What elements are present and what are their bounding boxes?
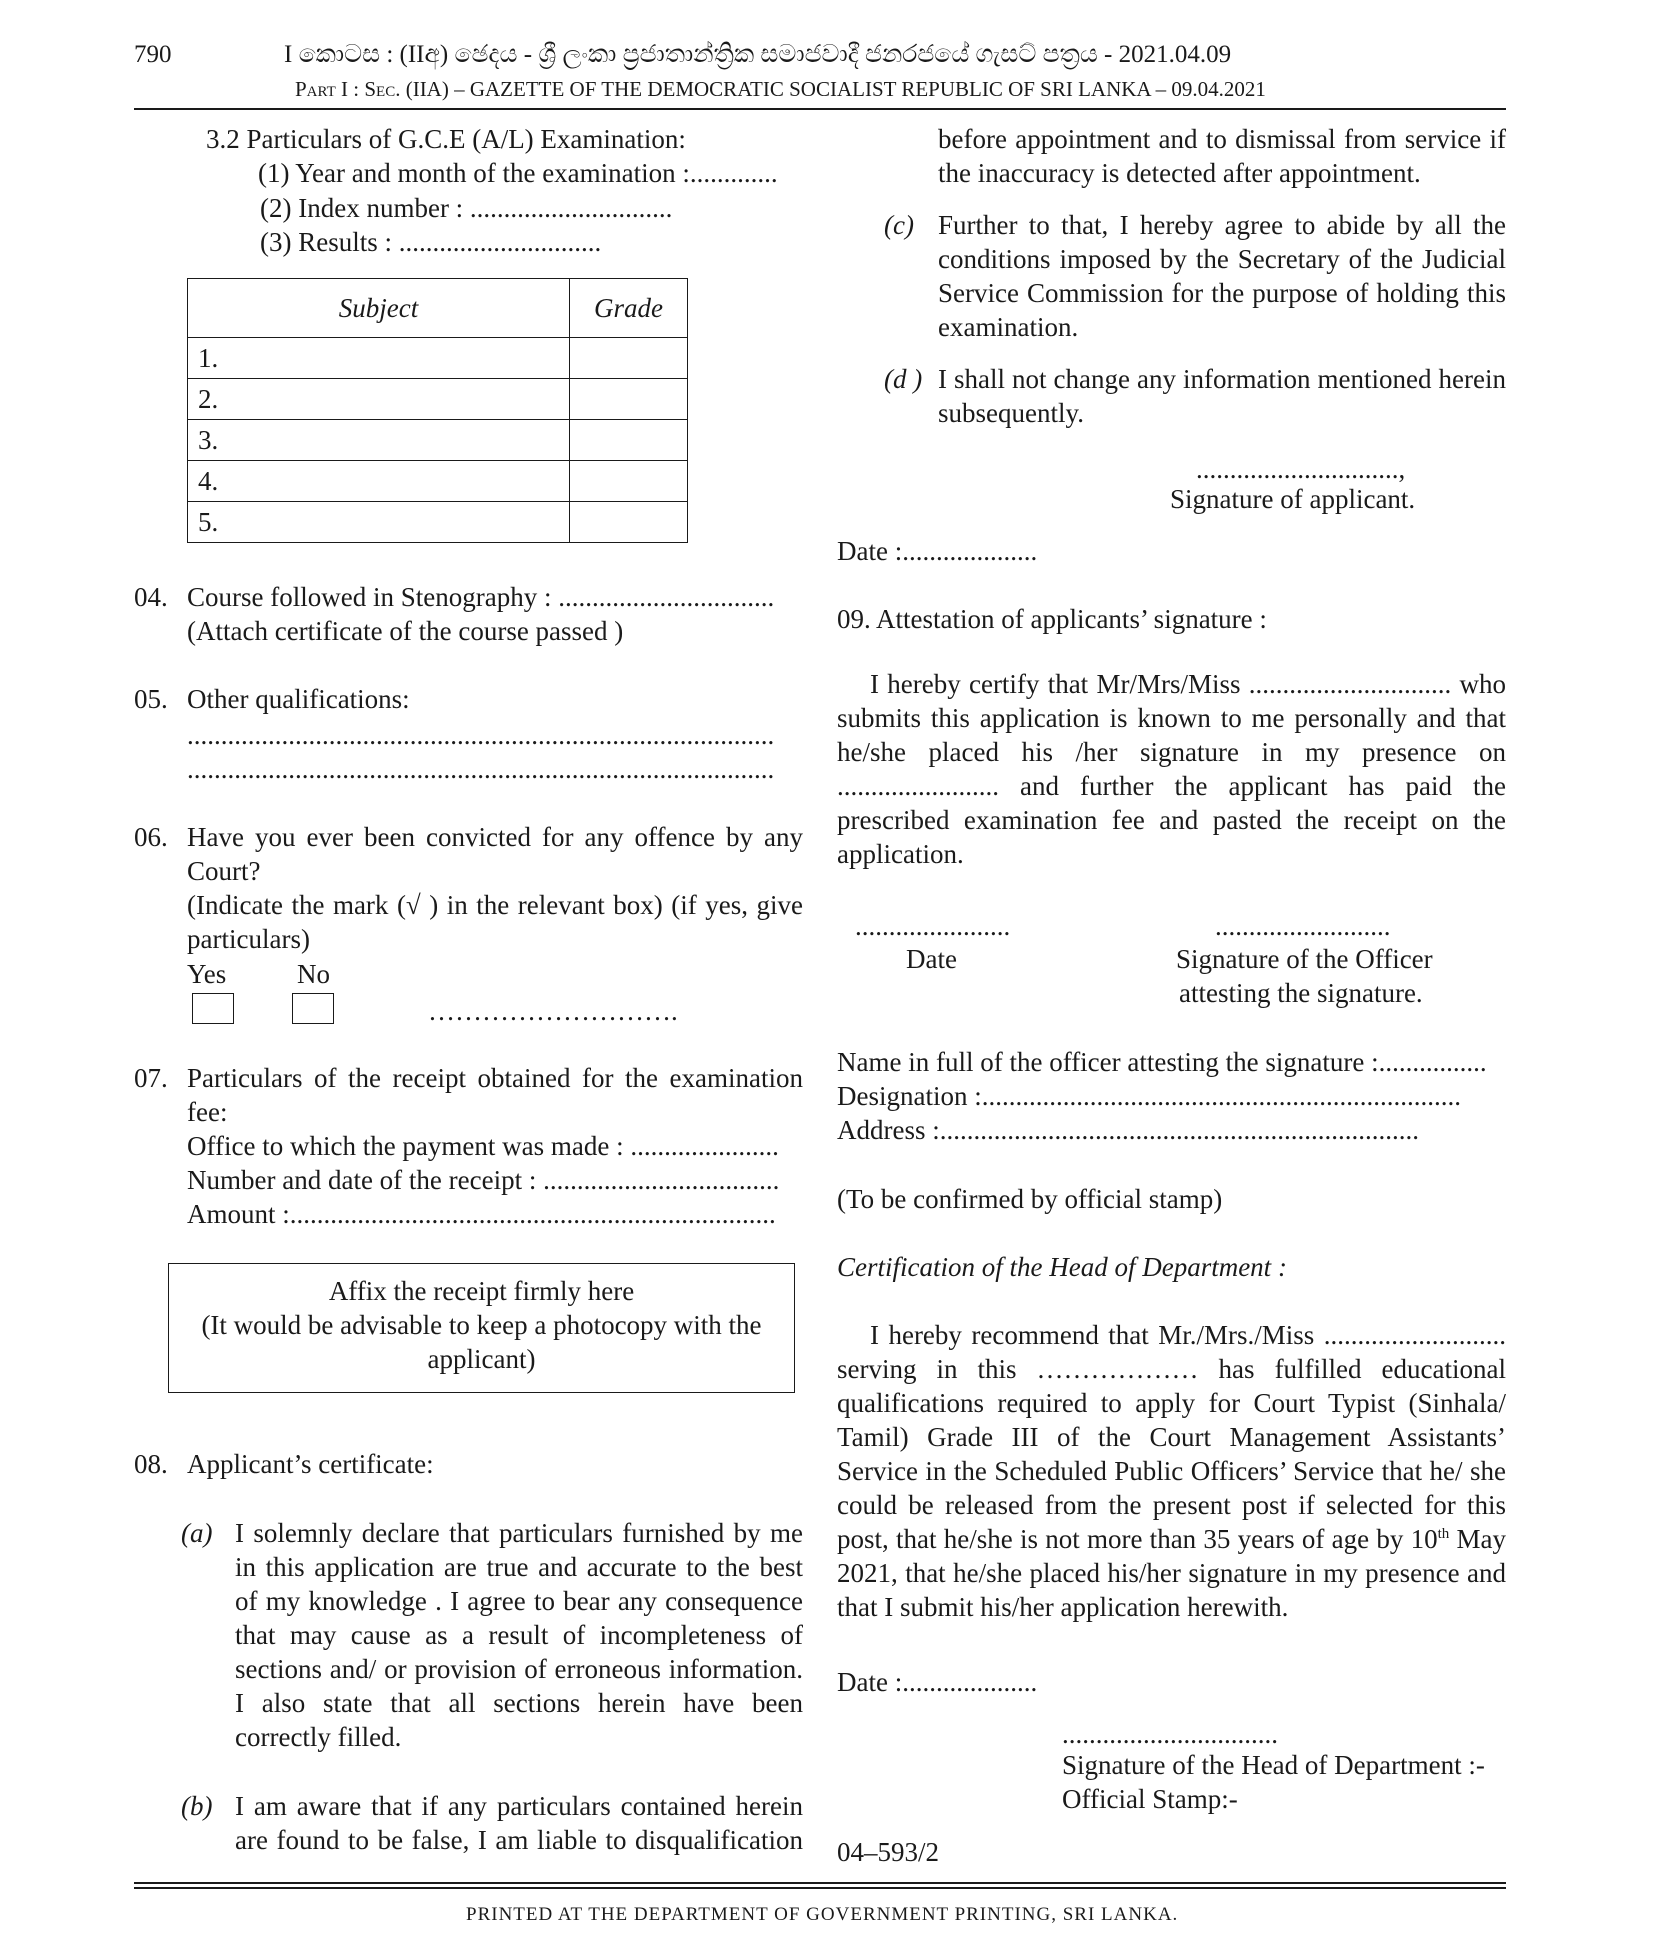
s05-title: Other qualifications: — [187, 684, 410, 714]
s06-number: 06. — [134, 822, 168, 852]
applicant-date: Date :.................... — [837, 536, 1038, 566]
officer-name-field: Name in full of the officer attesting the signature :................ — [837, 1047, 1487, 1077]
s32-item-3: (3) Results : .............................. — [260, 227, 602, 257]
s05-dots-1: ....................................................................................... — [187, 720, 775, 750]
header-rule — [134, 108, 1506, 110]
hod-date: Date :.................... — [837, 1667, 1038, 1697]
header-english: Part I : Sec. (IIA) – GAZETTE OF THE DEMOCRATIC SOCIALIST REPUBLIC OF SRI LANKA – 09.04.2021 — [295, 77, 1266, 101]
s04-line1: Course followed in Stenography : ................................ — [187, 582, 775, 612]
s07-office: Office to which the payment was made : ...................... — [187, 1131, 779, 1161]
officer-designation-field: Designation :....................................................................... — [837, 1081, 1461, 1111]
table-row: 4. — [188, 461, 688, 502]
s32-item-2: (2) Index number : .............................. — [260, 193, 673, 223]
attest-signature-label-1: Signature of the Officer — [1176, 944, 1433, 974]
s06-particulars-dots: ………………………. — [428, 996, 678, 1026]
clause-d-text: I shall not change any information mentioned herein subsequently. — [938, 364, 1506, 428]
footer-rule-bottom — [134, 1887, 1506, 1889]
s07-amount: Amount :........................................................................ — [187, 1199, 776, 1229]
table-row: 5. — [188, 502, 688, 543]
receipt-line2: (It would be advisable to keep a photocopy with the applicant) — [201, 1310, 762, 1374]
officer-address-field: Address :....................................................................... — [837, 1115, 1419, 1145]
grade-cell[interactable] — [570, 461, 688, 502]
s04-number: 04. — [134, 582, 168, 612]
printer-imprint: PRINTED AT THE DEPARTMENT OF GOVERNMENT PRINTING, SRI LANKA. — [466, 1904, 1179, 1925]
receipt-line1: Affix the receipt firmly here — [328, 1276, 635, 1306]
s07-text: Particulars of the receipt obtained for the examination fee: — [187, 1063, 803, 1127]
yes-checkbox[interactable] — [192, 993, 234, 1024]
attest-signature-dots: .......................... — [1215, 911, 1391, 941]
clause-c-label: (c) — [884, 210, 914, 240]
s04-line2: (Attach certificate of the course passed ) — [187, 616, 624, 646]
attest-signature-label-2: attesting the signature. — [1179, 978, 1423, 1008]
s07-number: 07. — [134, 1063, 168, 1093]
clause-a-text: I solemnly declare that particulars furnished by me in this application are true and accurate to the best of my knowledge . I agree to bear any consequence that may cause as a result of incompleteness of sections and/ or provision of erroneous information. I also state that all sections herein have been correctly filled. — [235, 1518, 803, 1752]
grade-cell[interactable] — [570, 502, 688, 543]
s06-no-label: No — [297, 959, 330, 989]
subject-grade-table — [187, 278, 688, 543]
s06-yes-label: Yes — [187, 959, 227, 989]
no-checkbox[interactable] — [292, 993, 334, 1024]
grade-cell[interactable] — [570, 338, 688, 379]
hod-signature-dots: ................................ — [1062, 1719, 1278, 1749]
s08-title: Applicant’s certificate: — [187, 1449, 434, 1479]
attest-date-label: Date — [906, 944, 957, 974]
receipt-box — [168, 1263, 795, 1393]
attest-date-dots: ....................... — [855, 911, 1011, 941]
page-number: 790 — [134, 41, 172, 68]
hod-certification-paragraph: I hereby recommend that Mr./Mrs./Miss ........................... serving in this ……………… has fulfilled educational qualifications required to apply for Court Typist (Sinhala/ Tamil) Grade III of the Court Management Assistants’ Service in the Scheduled Public Officers’ Service that he/ she could be released from the present post if selected for this post, that he/she is not more than 35 years of age by 10th May 2021, that he/she placed his/her signature in my presence and that I submit his/her application herewith. — [837, 1320, 1506, 1622]
clause-b-label: (b) — [181, 1791, 213, 1821]
clause-b-continued: before appointment and to dismissal from service if the inaccuracy is detected after appointment. — [938, 124, 1506, 188]
table-row: 1. — [188, 338, 688, 379]
hod-official-stamp-label: Official Stamp:- — [1062, 1784, 1238, 1814]
applicant-signature-dots: .............................., — [1196, 454, 1406, 484]
reference-number: 04–593/2 — [837, 1837, 940, 1867]
hod-signature-label: Signature of the Head of Department :- — [1062, 1750, 1485, 1780]
table-row: 2. — [188, 379, 688, 420]
stamp-note: (To be confirmed by official stamp) — [837, 1184, 1223, 1214]
s32-title: 3.2 Particulars of G.C.E (A/L) Examination: — [206, 124, 686, 154]
s06-note: (Indicate the mark (√ ) in the relevant box) (if yes, give particulars) — [187, 890, 803, 954]
clause-c-text: Further to that, I hereby agree to abide by all the conditions imposed by the Secretary of the Judicial Service Commission for the purpose of holding this examination. — [938, 210, 1506, 342]
s07-receipt-number: Number and date of the receipt : ................................... — [187, 1165, 780, 1195]
s09-title: 09. Attestation of applicants’ signature : — [837, 604, 1267, 634]
clause-a-label: (a) — [181, 1518, 213, 1548]
grade-cell[interactable] — [570, 379, 688, 420]
grade-header: Grade — [570, 279, 688, 338]
s05-dots-2: ....................................................................................... — [187, 754, 775, 784]
s08-number: 08. — [134, 1449, 168, 1479]
s09-attestation-paragraph: I hereby certify that Mr/Mrs/Miss .............................. who submits this application is known to me personally and that he/she placed his /her signature in my presence on ........................ and further the applicant has paid the prescribed examination fee and pasted the receipt on the application. — [837, 669, 1506, 869]
applicant-signature-label: Signature of applicant. — [1170, 484, 1416, 514]
header-sinhala: I කොටස : (IIඅ) ඡෙදය - ශ්‍රී ලංකා ප්‍රජාතාන්ත්‍රික සමාජවාදී ජනරජයේ ගැසට් පත්‍රය - 2021.04.09 — [284, 41, 1232, 68]
s32-item-1: (1) Year and month of the examination :............. — [258, 158, 778, 188]
s05-number: 05. — [134, 684, 168, 714]
subject-header: Subject — [188, 279, 570, 338]
clause-b-text: I am aware that if any particulars contained herein are found to be false, I am liable to disqualification — [235, 1791, 803, 1855]
grade-cell[interactable] — [570, 420, 688, 461]
table-row: 3. — [188, 420, 688, 461]
hod-certification-title: Certification of the Head of Department : — [837, 1252, 1287, 1282]
footer-rule-top — [134, 1882, 1506, 1884]
s06-question: Have you ever been convicted for any offence by any Court? — [187, 822, 803, 886]
clause-d-label: (d ) — [884, 364, 923, 394]
